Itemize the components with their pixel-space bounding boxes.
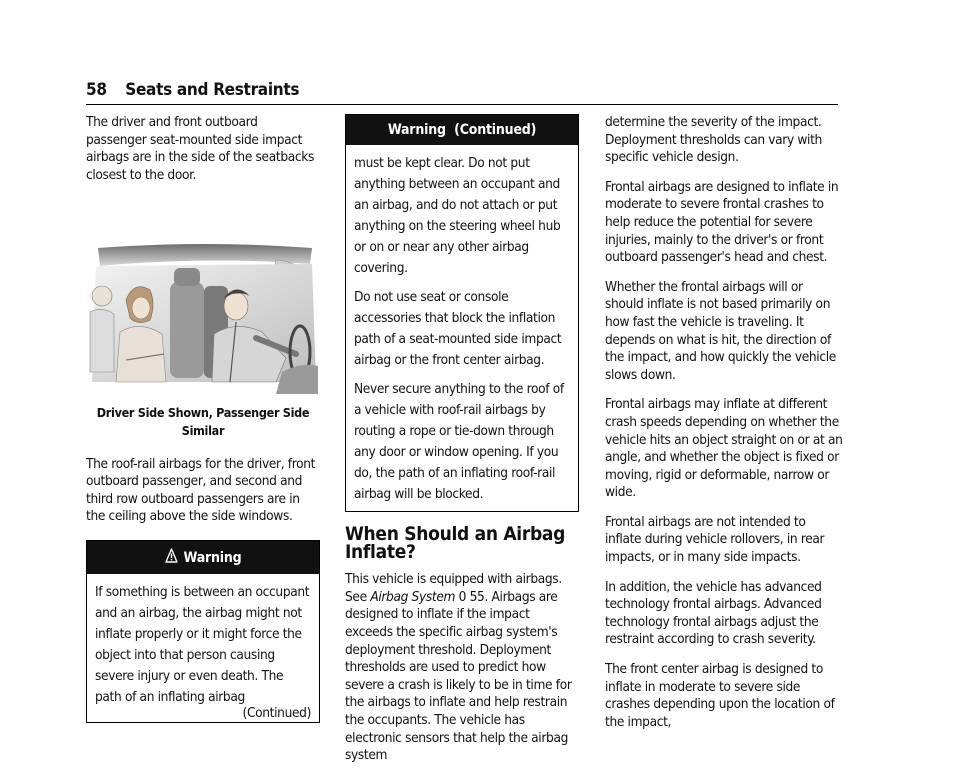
warning-icon	[165, 541, 178, 574]
warning-paragraph-3: Never secure anything to the roof of a vehicle with roof-rail airbags by routing a rope or tie-down through any door or window opening. If you do, the path of an inflating roof-rail airbag will be blocked.	[354, 381, 564, 502]
page-reference[interactable]: 0 55	[458, 588, 485, 605]
warning-paragraph-2: Do not use seat or console accessories that block the inflation path of a seat-mounted side impact airbag or the front center airbag.	[354, 289, 562, 368]
warning-continued-box	[345, 114, 579, 512]
paragraph-frontal-design: Frontal airbags are designed to inflate in moderate to severe frontal crashes to help reduce the potential for severe injuries, mainly to the driver's or front outboard passenger's head and chest.	[605, 178, 839, 266]
section-heading: When Should an Airbag Inflate?	[345, 523, 566, 563]
paragraph-severity: determine the severity of the impact. Deployment thresholds can vary with specific vehicle design.	[605, 114, 822, 166]
airbag-system-link[interactable]: Airbag System	[370, 588, 456, 605]
page-number: 58	[86, 80, 107, 100]
paragraph-not-intended: Frontal airbags are not intended to inflate during vehicle rollovers, in rear impacts, or in many side impacts.	[605, 513, 825, 566]
para-text-post: . Airbags are designed to inflate if the impact exceeds the specific airbag system's deployment threshold. Deployment thresholds are used to predict how severe a crash is likely to be in time for the airbags to inflate and help restrain the occupants. The vehicle has electronic sensors that help the airbag system	[345, 588, 572, 764]
paragraph-front-center-airbag: The front center airbag is designed to inflate in moderate to severe side crashes depending upon the location of the impact,	[605, 661, 835, 730]
page-header	[86, 80, 838, 105]
airbag-inflate-paragraph	[345, 571, 579, 765]
paragraph-crash-speeds: Frontal airbags may inflate at different crash speeds depending on whether the vehicle hits an object straight on or at an angle, and whether the object is fixed or moving, rigid or deformable, narrow or wide.	[605, 396, 843, 501]
continued-label: (Continued)	[242, 704, 311, 721]
paragraph-advanced-technology: In addition, the vehicle has advanced technology frontal airbags. Advanced technology frontal airbags adjust the restraint according to crash severity.	[605, 578, 822, 648]
column-1	[86, 114, 320, 723]
roof-rail-paragraph: The roof-rail airbags for the driver, front outboard passenger, and second and third row outboard passengers are in the ceiling above the side windows.	[86, 455, 316, 525]
warning-title: Warning	[183, 549, 242, 566]
airbag-illustration	[86, 242, 320, 394]
figure-caption: Driver Side Shown, Passenger Side Similar	[96, 405, 310, 438]
paragraph-frontal-speed: Whether the frontal airbags will or should inflate is not based primarily on how fast the vehicle is traveling. It depends on what is hit, the direction of the impact, and how quickly the vehicle slows down.	[605, 278, 836, 383]
warning-box	[86, 540, 320, 723]
warning-continued-header: Warning (Continued)	[346, 115, 578, 145]
column-2	[345, 114, 579, 777]
warning-header	[87, 541, 319, 574]
intro-paragraph: The driver and front outboard passenger seat-mounted side impact airbags are in the side of the seatbacks closest to the door.	[86, 114, 315, 183]
para-text-pre: This vehicle is equipped with airbags. See	[345, 571, 562, 605]
warning-text: If something is between an occupant and an airbag, the airbag might not inflate properly or it might force the object into that person causing severe injury or even death. The path of an inflating airbag	[95, 583, 310, 705]
column-3	[605, 114, 843, 743]
section-title: Seats and Restraints	[125, 80, 300, 100]
warning-paragraph-1: must be kept clear. Do not put anything between an occupant and an airbag, and do not attach or put anything on the steering wheel hub or on or near any other airbag covering.	[354, 155, 561, 276]
